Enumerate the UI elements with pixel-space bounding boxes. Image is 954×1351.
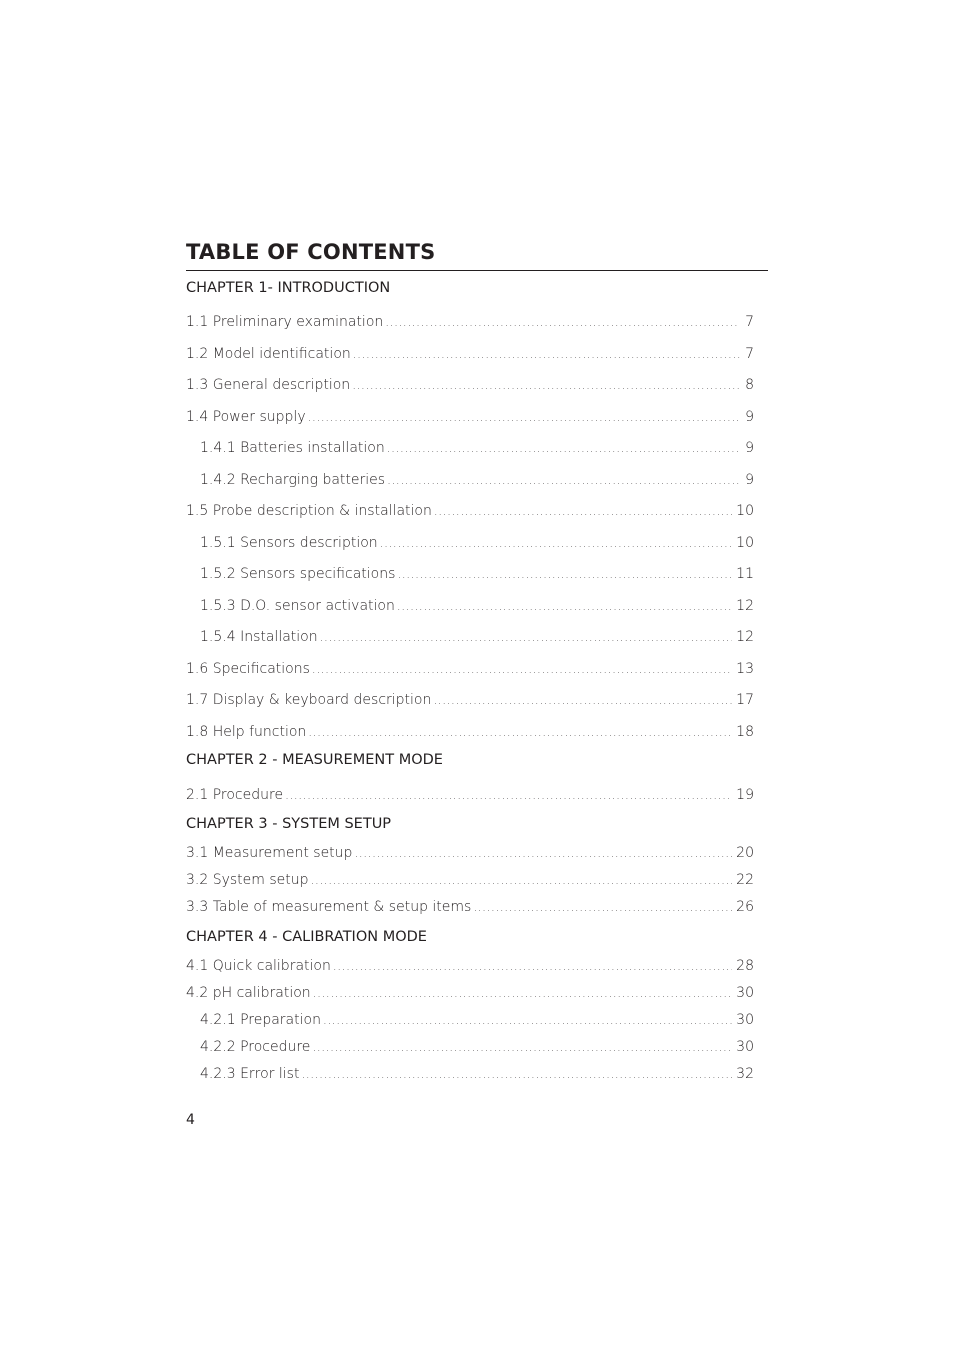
toc-entry-title: 1.5.4 Installation xyxy=(200,629,318,645)
toc-entry-page: 11 xyxy=(736,566,754,582)
toc-entry-page: 10 xyxy=(736,535,754,551)
toc-entry[interactable] xyxy=(200,472,754,492)
dot-leader xyxy=(311,873,733,887)
toc-entry[interactable] xyxy=(186,503,754,523)
toc-entry-title: 3.1 Measurement setup xyxy=(186,845,353,861)
toc-entry-page: 18 xyxy=(736,724,754,740)
toc-entry-title: 4.2 pH calibration xyxy=(186,985,311,1001)
toc-entry[interactable] xyxy=(200,1066,754,1086)
toc-entry-page: 19 xyxy=(736,787,754,803)
toc-entry-title: 1.5 Probe description & installation xyxy=(186,503,432,519)
toc-entry[interactable] xyxy=(186,314,754,334)
toc-entry-page: 30 xyxy=(736,985,754,1001)
toc-entry-page: 9 xyxy=(745,409,754,425)
toc-entry-title: 1.1 Preliminary examination xyxy=(186,314,384,330)
dot-leader xyxy=(285,788,732,802)
toc-entry-page: 28 xyxy=(736,958,754,974)
chapter-heading: CHAPTER 4 - CALIBRATION MODE xyxy=(186,929,427,945)
toc-entry-title: 1.6 Specifications xyxy=(186,661,310,677)
toc-entry-page: 20 xyxy=(736,845,754,861)
toc-entry-page: 13 xyxy=(736,661,754,677)
dot-leader xyxy=(352,378,740,392)
toc-entry-page: 22 xyxy=(736,872,754,888)
toc-entry-page: 17 xyxy=(736,692,754,708)
dot-leader xyxy=(397,567,732,581)
toc-entry-title: 1.7 Display & keyboard description xyxy=(186,692,432,708)
dot-leader xyxy=(354,846,732,860)
toc-entry-title: 1.4 Power supply xyxy=(186,409,306,425)
toc-entry-title: 1.2 Model identification xyxy=(186,346,351,362)
toc-entry-title: 3.3 Table of measurement & setup items xyxy=(186,899,472,915)
dot-leader xyxy=(308,725,732,739)
toc-entry[interactable] xyxy=(186,872,754,892)
toc-entry-page: 9 xyxy=(745,440,754,456)
toc-entry-page: 12 xyxy=(736,598,754,614)
toc-entry-title: 4.2.3 Error list xyxy=(200,1066,300,1082)
toc-entry-title: 1.4.1 Batteries installation xyxy=(200,440,385,456)
toc-entry[interactable] xyxy=(200,629,754,649)
toc-entry-page: 12 xyxy=(736,629,754,645)
toc-entry-title: 2.1 Procedure xyxy=(186,787,284,803)
dot-leader xyxy=(434,504,732,518)
toc-entry[interactable] xyxy=(186,958,754,978)
dot-leader xyxy=(433,693,732,707)
toc-entry-title: 1.4.2 Recharging batteries xyxy=(200,472,386,488)
toc-entry-page: 30 xyxy=(736,1012,754,1028)
toc-entry-page: 32 xyxy=(736,1066,754,1082)
toc-entry-page: 7 xyxy=(745,314,754,330)
toc-entry[interactable] xyxy=(186,409,754,429)
toc-entry[interactable] xyxy=(186,661,754,681)
dot-leader xyxy=(387,473,740,487)
toc-entry-title: 1.5.2 Sensors specifications xyxy=(200,566,396,582)
toc-entry-title: 1.5.3 D.O. sensor activation xyxy=(200,598,395,614)
page-title: TABLE OF CONTENTS xyxy=(186,240,436,264)
toc-entry[interactable] xyxy=(186,346,754,366)
toc-entry-page: 30 xyxy=(736,1039,754,1055)
page-number: 4 xyxy=(186,1112,195,1128)
dot-leader xyxy=(320,630,733,644)
chapter-heading: CHAPTER 3 - SYSTEM SETUP xyxy=(186,816,392,832)
toc-entry[interactable] xyxy=(186,377,754,397)
toc-entry-page: 9 xyxy=(745,472,754,488)
toc-entry-title: 4.2.1 Preparation xyxy=(200,1012,321,1028)
chapter-heading: CHAPTER 2 - MEASUREMENT MODE xyxy=(186,752,443,768)
dot-leader xyxy=(353,347,740,361)
toc-entry-page: 10 xyxy=(736,503,754,519)
toc-entry-title: 1.3 General description xyxy=(186,377,351,393)
toc-entry-title: 3.2 System setup xyxy=(186,872,309,888)
toc-entry[interactable] xyxy=(200,440,754,460)
dot-leader xyxy=(312,662,732,676)
dot-leader xyxy=(380,536,733,550)
dot-leader xyxy=(301,1067,732,1081)
dot-leader xyxy=(473,900,732,914)
toc-entry-page: 7 xyxy=(745,346,754,362)
toc-entry[interactable] xyxy=(186,899,754,919)
toc-entry[interactable] xyxy=(200,1012,754,1032)
dot-leader xyxy=(312,1040,732,1054)
chapter-heading: CHAPTER 1- INTRODUCTION xyxy=(186,280,391,296)
dot-leader xyxy=(387,441,740,455)
toc-entry-title: 4.1 Quick calibration xyxy=(186,958,331,974)
toc-entry-title: 1.8 Help function xyxy=(186,724,307,740)
dot-leader xyxy=(385,315,740,329)
dot-leader xyxy=(333,959,732,973)
toc-entry-page: 8 xyxy=(745,377,754,393)
toc-entry-title: 4.2.2 Procedure xyxy=(200,1039,311,1055)
toc-entry[interactable] xyxy=(186,985,754,1005)
toc-entry[interactable] xyxy=(186,845,754,865)
dot-leader xyxy=(397,599,732,613)
toc-entry[interactable] xyxy=(186,787,754,807)
toc-entry[interactable] xyxy=(186,724,754,744)
toc-entry-title: 1.5.1 Sensors description xyxy=(200,535,378,551)
toc-entry[interactable] xyxy=(200,598,754,618)
toc-entry[interactable] xyxy=(200,566,754,586)
toc-entry[interactable] xyxy=(186,692,754,712)
toc-entry-page: 26 xyxy=(736,899,754,915)
title-divider xyxy=(186,270,768,271)
toc-entry[interactable] xyxy=(200,1039,754,1059)
dot-leader xyxy=(308,410,740,424)
toc-entry[interactable] xyxy=(200,535,754,555)
dot-leader xyxy=(323,1013,732,1027)
dot-leader xyxy=(313,986,732,1000)
